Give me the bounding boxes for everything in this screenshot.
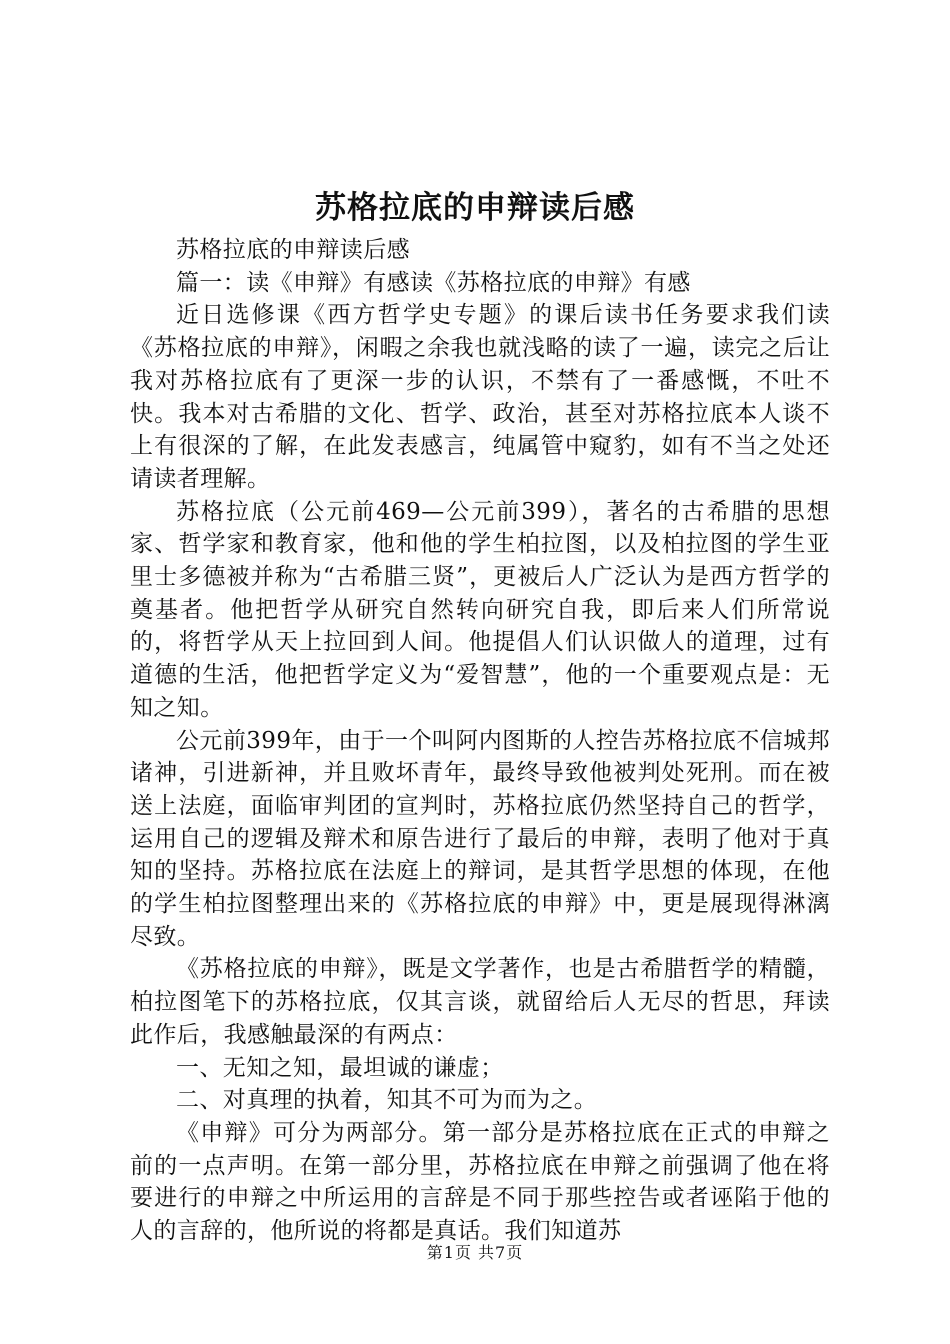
paragraph: 《苏格拉底的申辩》，既是文学著作，也是古希腊哲学的精髓，柏拉图笔下的苏格拉底，仅其言谈，就留给后人无尽的哲思，拜读此作后，我感触最深的有两点： — [130, 956, 830, 1048]
paragraph-subtitle: 苏格拉底的申辩读后感 — [176, 237, 410, 263]
paragraph: 近日选修课《西方哲学史专题》的课后读书任务要求我们读《苏格拉底的申辩》，闲暇之余我也就浅略的读了一遍，读完之后让我对苏格拉底有了更深一步的认识，不禁有了一番感慨，不吐不快。我本对古希腊的文化、哲学、政治，甚至对苏格拉底本人谈不上有很深的了解，在此发表感言，纯属管中窥豹，如有不当之处还请读者理解。 — [130, 302, 830, 492]
paragraph-chapter-heading: 篇一：读《申辩》有感读《苏格拉底的申辩》有感 — [176, 269, 691, 296]
list-item: 一、无知之知，最坦诚的谦虚； — [176, 1054, 504, 1081]
paragraph: 《申辩》可分为两部分。第一部分是苏格拉底在正式的申辩之前的一点声明。在第一部分里，苏格拉底在申辩之前强调了他在将要进行的申辩之中所运用的言辞是不同于那些控告或者诬陷于他的人的言辞的，他所说的将都是真话。我们知道苏 — [130, 1119, 830, 1245]
paragraph: 苏格拉底（公元前469—公元前399），著名的古希腊的思想家、哲学家和教育家，他和他的学生柏拉图，以及柏拉图的学生亚里士多德被并称为“古希腊三贤”，更被后人广泛认为是西方哲学的奠基者。他把哲学从研究自然转向研究自我，即后来人们所常说的，将哲学从天上拉回到人间。他提倡人们认识做人的道理，过有道德的生活，他把哲学定义为“爱智慧”，他的一个重要观点是：无知之知。 — [130, 498, 830, 721]
document-body — [130, 234, 830, 1248]
page-number-footer: 第1页 共7页 — [426, 1243, 524, 1262]
list-item: 二、对真理的执着，知其不可为而为之。 — [176, 1087, 598, 1114]
paragraph: 公元前399年，由于一个叫阿内图斯的人控告苏格拉底不信城邦诸神，引进新神，并且败坏青年，最终导致他被判处死刑。而在被送上法庭，面临审判团的宣判时，苏格拉底仍然坚持自己的哲学，运用自己的逻辑及辩术和原告进行了最后的申辩，表明了他对于真知的坚持。苏格拉底在法庭上的辩词，是其哲学思想的体现，在他的学生柏拉图整理出来的《苏格拉底的申辩》中，更是展现得淋漓尽致。 — [130, 727, 830, 950]
page-title: 苏格拉底的申辩读后感 — [315, 190, 635, 226]
